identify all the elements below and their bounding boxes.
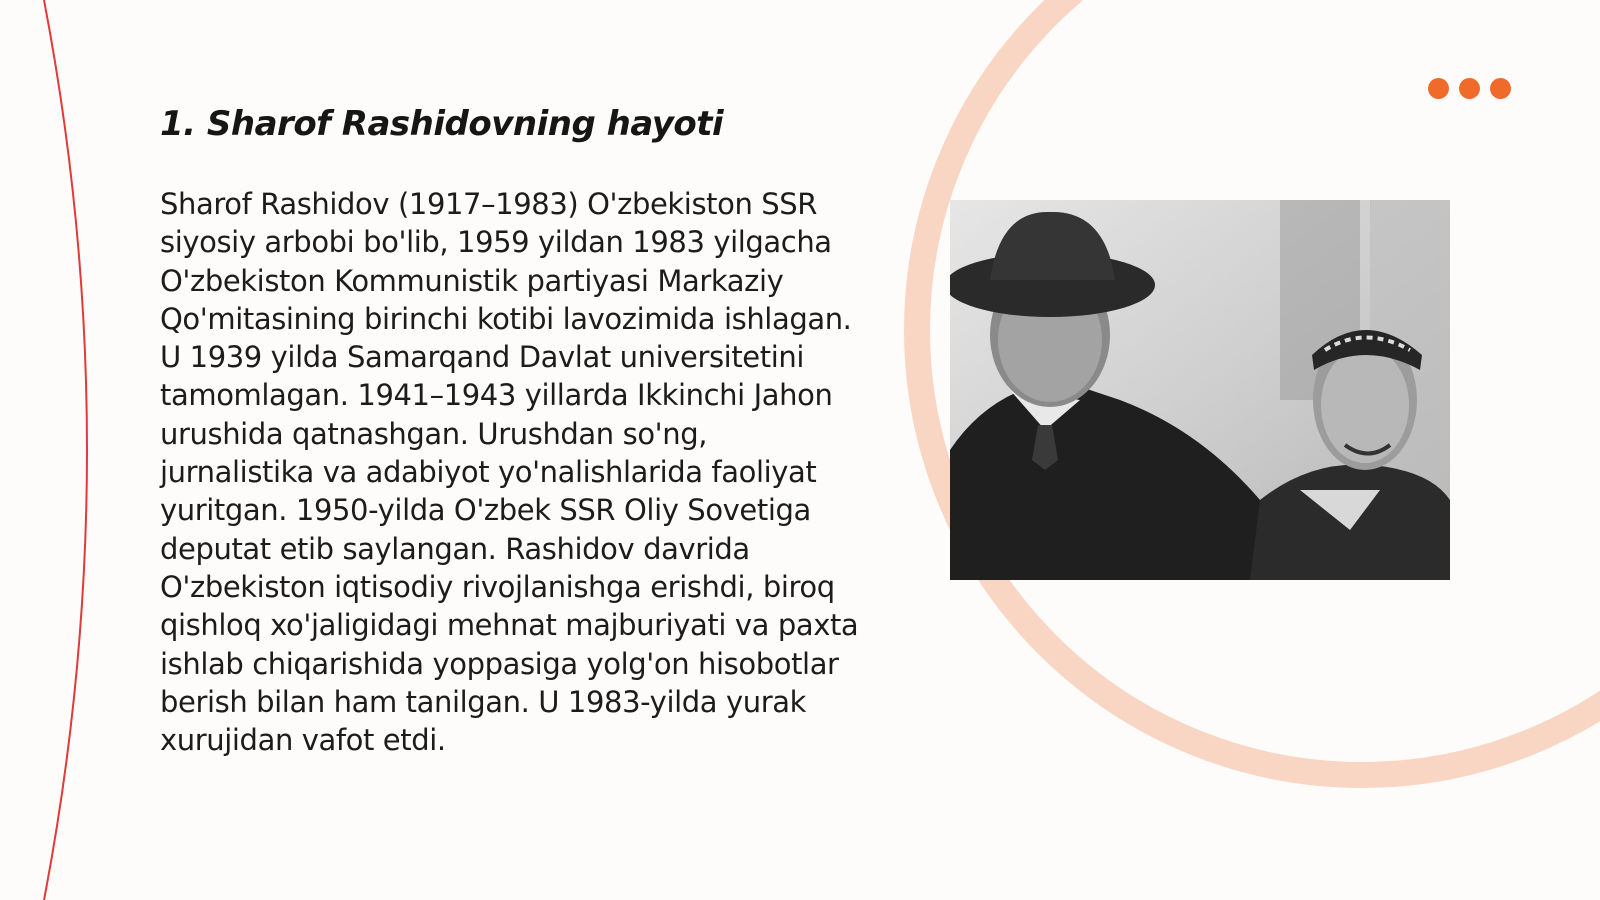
left-curve-line xyxy=(44,0,87,900)
slide-body-text: Sharof Rashidov (1917–1983) O'zbekiston SSR siyosiy arbobi bo'lib, 1959 yildan 1983 yilgacha O'zbekiston Kommunistik partiyasi Markaziy Qo'mitasining birinchi kotibi lavozimida ishlagan. U 1939 yilda Samarqand Davlat universitetini tamomlagan. 1941–1943 yillarda Ikkinchi Jahon urushida qatnashgan. Urushdan so'ng, jurnalistika va adabiyot yo'nalishlarida faoliyat yuritgan. 1950-yilda O'zbek SSR Oliy Sovetiga deputat etib saylangan. Rashidov davrida O'zbekiston iqtisodiy rivojlanishga erishdi, biroq qishloq xo'jaligidagi mehnat majburiyati va paxta ishlab chiqarishida yoppasiga yolg'on hisobotlar berish bilan ham tanilgan. U 1983-yilda yurak xurujidan vafot etdi. xyxy=(160,187,859,758)
dots-icon xyxy=(1428,78,1511,99)
dot xyxy=(1459,78,1480,99)
portrait-photo xyxy=(950,200,1450,580)
slide-title: 1. Sharof Rashidovning hayoti xyxy=(160,104,724,144)
dot xyxy=(1490,78,1511,99)
dot xyxy=(1428,78,1449,99)
